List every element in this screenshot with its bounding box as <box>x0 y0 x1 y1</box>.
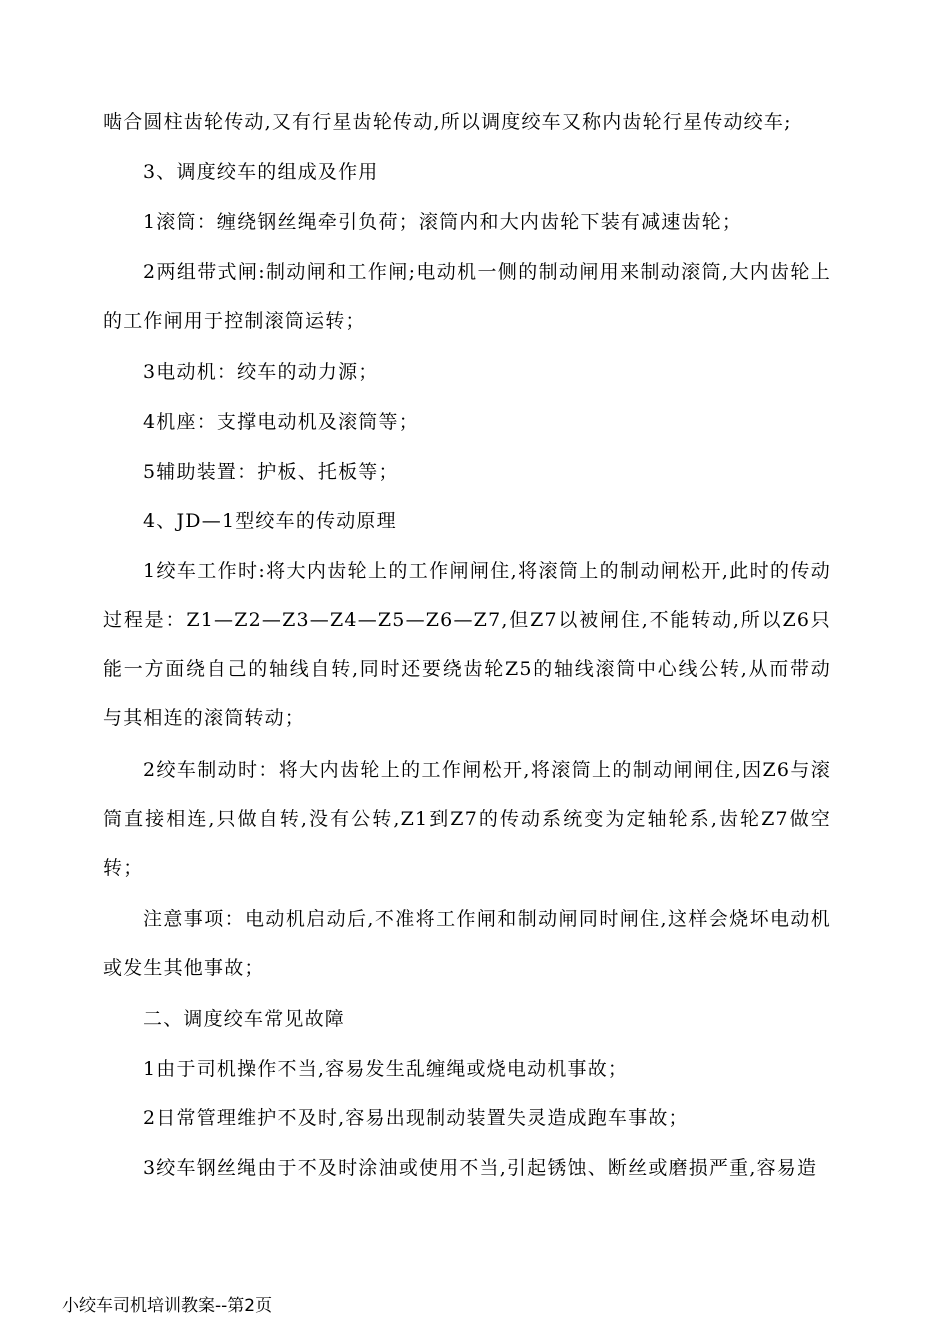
section-heading: 3、调度绞车的组成及作用 <box>143 161 379 183</box>
section-heading: 二、调度绞车常见故障 <box>143 1008 346 1030</box>
paragraph: 1绞车工作时:将大内齿轮上的工作闸闸住,将滚筒上的制动闸松开,此时的传动过程是：Z1—Z2—Z3—Z4—Z5—Z6—Z7,但Z7以被闸住,不能转动,所以Z6只能一方面绕自己的轴线自转,同时还要绕齿轮Z5的轴线滚筒中心线公转,从而带动与其相连的滚筒转动； <box>103 560 831 729</box>
paragraph: 2日常管理维护不及时,容易出现制动装置失灵造成跑车事故； <box>143 1107 689 1129</box>
paragraph: 5辅助装置：护板、托板等； <box>143 461 399 483</box>
paragraph: 2绞车制动时：将大内齿轮上的工作闸松开,将滚筒上的制动闸闸住,因Z6与滚筒直接相连,只做自转,没有公转,Z1到Z7的传动系统变为定轴轮系,齿轮Z7做空转； <box>103 759 831 879</box>
page-footer: 小绞车司机培训教案--第2页 <box>62 1296 273 1316</box>
paragraph: 3绞车钢丝绳由于不及时涂油或使用不当,引起锈蚀、断丝或磨损严重,容易造 <box>143 1157 818 1179</box>
paragraph: 3电动机：绞车的动力源； <box>143 361 379 383</box>
paragraph: 啮合圆柱齿轮传动,又有行星齿轮传动,所以调度绞车又称内齿轮行星传动绞车; <box>103 111 792 133</box>
paragraph: 1滚筒：缠绕钢丝绳牵引负荷；滚筒内和大内齿轮下装有减速齿轮； <box>143 211 743 233</box>
paragraph: 2两组带式闸:制动闸和工作闸;电动机一侧的制动闸用来制动滚筒,大内齿轮上的工作闸用于控制滚筒运转； <box>103 261 831 332</box>
section-heading: 4、JD—1型绞车的传动原理 <box>143 510 397 532</box>
paragraph: 1由于司机操作不当,容易发生乱缠绳或烧电动机事故； <box>143 1058 629 1080</box>
paragraph: 4机座：支撑电动机及滚筒等； <box>143 411 419 433</box>
paragraph: 注意事项：电动机启动后,不准将工作闸和制动闸同时闸住,这样会烧坏电动机或发生其他事故； <box>103 908 831 979</box>
